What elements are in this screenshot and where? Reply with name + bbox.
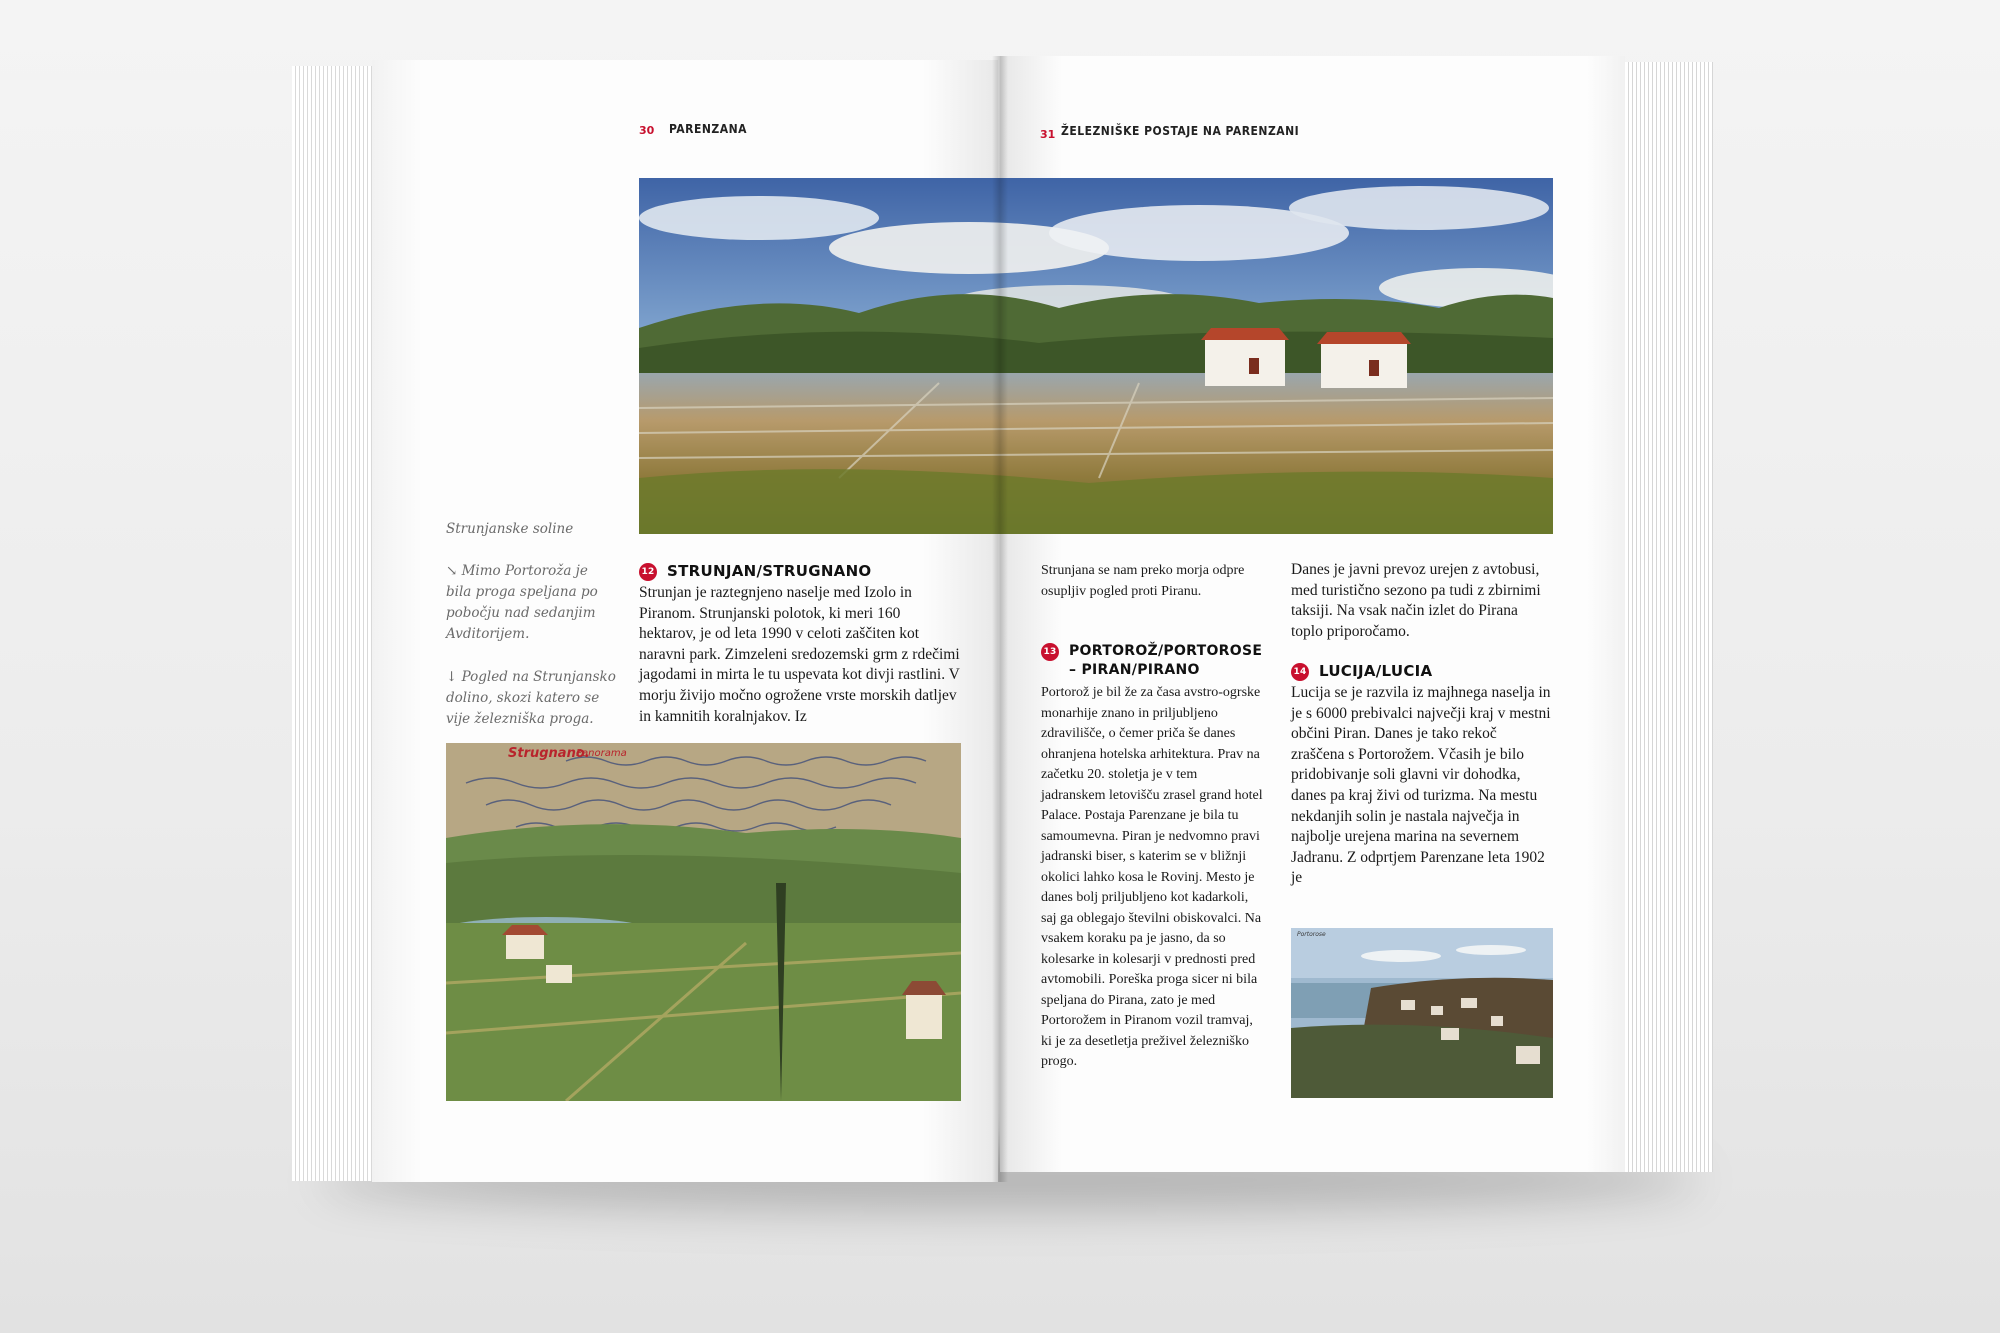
salt-pans-panorama-photo xyxy=(639,178,1553,534)
caption-salt-pans: Strunjanske soline xyxy=(446,521,574,537)
section-number-badge: 12 xyxy=(639,563,657,581)
postcard-sublabel: Panorama xyxy=(576,748,627,759)
section-heading-strunjan xyxy=(639,562,969,581)
page-number-left: 30 xyxy=(639,124,655,137)
caption-strunjan-valley: ↓ Pogled na Strunjansko dolino, skozi katero se vije železniška proga. xyxy=(446,669,616,727)
section-number-badge: 14 xyxy=(1291,663,1309,681)
section-title: PORTOROŽ/PORTOROSE – PIRAN/PIRANO xyxy=(1069,643,1263,678)
left-page-edges xyxy=(292,66,372,1181)
caption-portoroz-route: ↘ Mimo Portoroža je bila proga speljana po pobočju nad sedanjim Avditorijem. xyxy=(446,563,598,642)
strugnano-postcard-image xyxy=(446,743,961,1101)
section-text-strunjan: Strunjan je raztegnjeno naselje med Izolo in Piranom. Strunjanski polotok, ki meri 160 hektarov, je od leta 1990 v celoti zaščiten kot naravni park. Zimzeleni sredozemski grm z rdečimi jagodami in mirta le tu uspevata kot divji rastlini. V morju živijo močno ogrožene vrste morskih datljev in kamnitih koralnjakov. Iz xyxy=(639,584,960,725)
section-title: STRUNJAN/STRUGNANO xyxy=(667,562,872,580)
book-gutter xyxy=(992,56,1008,1182)
section-heading-portoroz xyxy=(1041,642,1263,680)
strunjan-continuation-text: Strunjana se nam preko morja odpre osupljiv pogled proti Piranu. xyxy=(1041,563,1245,599)
section-text-portoroz: Portorož je bil že za časa avstro-ogrske monarhije znano in priljubljeno zdravilišče, o čemer priča še danes ohranjena hotelska arhitektura. Prav na začetku 20. stoletja je v tem jadranskem letovišču zrasel grand hotel Palace. Postaja Parenzane je bila tu samoumevna. Piran je nedvomno pravi jadranski biser, s katerim se v bližnji okolici lahko kosa le Rovinj. Mesto je danes bolj priljubljeno kot kadarkoli, saj ga oblegajo številni obiskovalci. Na vsakem koraku pa je jasno, da so kolesarke in kolesarji v prednosti pred avtomobili. Poreška proga sicer ni bila speljana do Pirana, zato je med Portorožem in Piranom vozil tramvaj, ki je za desetletja preživel železniško progo. xyxy=(1041,685,1263,1069)
portorose-postcard-image xyxy=(1291,928,1553,1098)
postcard-label: Strugnano. xyxy=(508,746,590,761)
running-head-left: PARENZANA xyxy=(669,122,747,136)
postcard-label: Portorose xyxy=(1297,931,1326,938)
section-title: LUCIJA/LUCIA xyxy=(1319,662,1433,680)
right-page-edges xyxy=(1625,62,1713,1172)
section-number-badge: 13 xyxy=(1041,643,1059,661)
piran-continuation-text: Danes je javni prevoz urejen z avtobusi, med turistično sezono pa tudi z zbirnimi taksiji. Na vsak način izlet do Pirana toplo priporočamo. xyxy=(1291,561,1541,640)
running-head-right: ŽELEZNIŠKE POSTAJE NA PARENZANI xyxy=(1061,124,1300,138)
section-text-lucija: Lucija se je razvila iz majhnega naselja in je s 6000 prebivalci največji kraj v mestni občini Piran. Danes je tako rekoč zraščena s Portorožem. Včasih je bilo pridobivanje soli glavni vir dohodka, danes pa kraj živi od turizma. Na mestu nekdanjih solin je nastala največja in najbolje urejena marina na severnem Jadranu. Z odprtjem Parenzane leta 1902 je xyxy=(1291,684,1551,887)
section-heading-lucija xyxy=(1291,662,1553,681)
page-number-right: 31 xyxy=(1040,128,1056,141)
